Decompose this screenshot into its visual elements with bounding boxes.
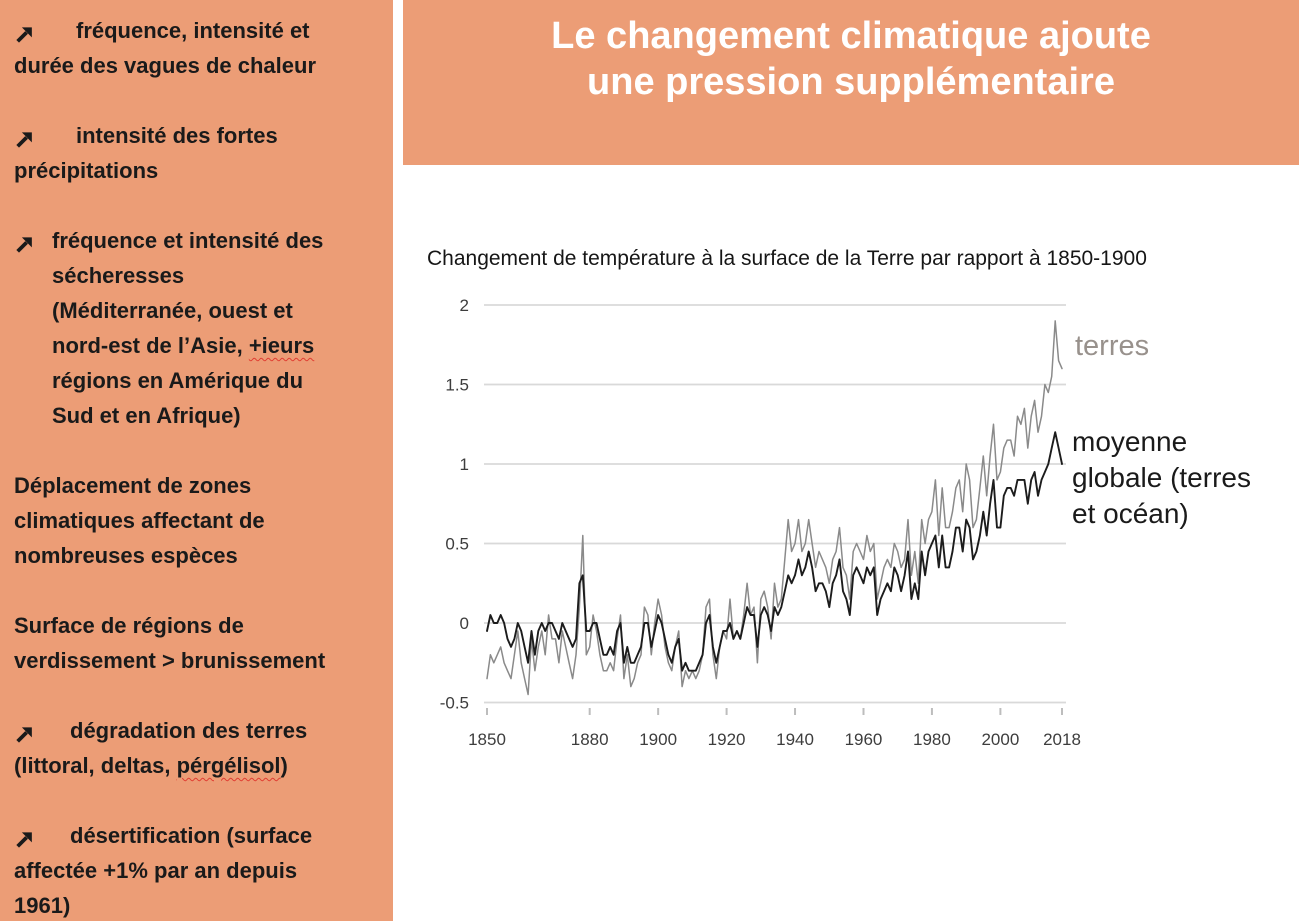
svg-text:2: 2 [459, 296, 469, 315]
svg-text:1: 1 [459, 455, 469, 474]
bullet-text: nombreuses espèces [14, 543, 238, 568]
svg-text:1850: 1850 [468, 730, 506, 749]
bullet-text: sécheresses [52, 263, 185, 288]
svg-text:0.5: 0.5 [445, 534, 469, 554]
bullet-text: durée des vagues de chaleur [14, 53, 317, 78]
sidebar-item-secheresses [14, 223, 387, 433]
bullet-line [14, 13, 387, 48]
legend-globale-line1: moyenne [1072, 426, 1188, 457]
bullet-line [14, 818, 387, 853]
sidebar-item-heatwaves [14, 13, 387, 83]
legend-globale-line2: globale (terres [1072, 462, 1251, 493]
sidebar-item-desertification [14, 818, 387, 921]
svg-text:1960: 1960 [844, 730, 883, 749]
bullet-line [14, 223, 387, 258]
bullet-line [14, 118, 387, 153]
bullet-line [14, 713, 387, 748]
bullet-text: 1961) [14, 893, 71, 918]
sidebar-item-degradation [14, 713, 387, 783]
legend-globale-line3: et océan) [1072, 498, 1189, 529]
misspelled-word: pérgélisol [176, 753, 281, 778]
sidebar-item-precipitations [14, 118, 387, 188]
up-right-arrow-icon [14, 230, 35, 251]
svg-text:1920: 1920 [707, 730, 746, 749]
misspelled-word: +ieurs [248, 333, 315, 358]
bullet-text: nord-est de l’Asie, [52, 333, 249, 358]
legend-globale-label [1072, 424, 1251, 532]
bullet-text: verdissement > brunissement [14, 648, 326, 673]
bullet-text: Surface de régions de [14, 613, 244, 638]
svg-text:1.5: 1.5 [445, 375, 469, 395]
bullet-text: ) [280, 753, 288, 778]
svg-text:-0.5: -0.5 [439, 693, 469, 713]
sidebar-item-verdissement [14, 608, 387, 678]
bullet-text: affectée +1% par an depuis [14, 858, 298, 883]
sidebar-item-zones-climatiques [14, 468, 387, 573]
bullet-text: régions en Amérique du [52, 368, 304, 393]
bullet-text: fréquence, intensité et [76, 18, 310, 43]
bullet-text: fréquence et intensité des [52, 228, 324, 253]
svg-text:0: 0 [459, 614, 469, 633]
bullet-text: Sud et en Afrique) [52, 403, 241, 428]
svg-text:2018: 2018 [1043, 730, 1081, 749]
bullet-text: climatiques affectant de [14, 508, 265, 533]
up-right-arrow-icon [14, 125, 35, 146]
content-panel [403, 0, 1299, 921]
slide-title-line2: une pression supplémentaire [587, 61, 1115, 103]
bullet-text: (littoral, deltas, [14, 753, 177, 778]
slide-title-line1: Le changement climatique ajoute [551, 15, 1151, 57]
svg-text:1980: 1980 [913, 730, 951, 749]
bullet-text: désertification (surface [70, 823, 313, 848]
sidebar [0, 0, 393, 921]
svg-text:2000: 2000 [981, 730, 1020, 749]
bullet-text: Déplacement de zones [14, 473, 252, 498]
legend-terres-label: terres [1075, 330, 1150, 362]
bullet-text: intensité des fortes [76, 123, 278, 148]
svg-text:1880: 1880 [570, 730, 609, 749]
svg-text:1940: 1940 [776, 730, 814, 749]
up-right-arrow-icon [14, 720, 35, 741]
svg-text:1900: 1900 [639, 730, 678, 749]
bullet-text: (Méditerranée, ouest et [52, 298, 293, 323]
bullet-text: précipitations [14, 158, 159, 183]
bullet-text: dégradation des terres [70, 718, 308, 743]
bullet-line [14, 748, 387, 783]
up-right-arrow-icon [14, 20, 35, 41]
up-right-arrow-icon [14, 825, 35, 846]
chart-title: Changement de température à la surface de la Terre par rapport à 1850-1900 [427, 247, 1147, 270]
bullet-line [14, 328, 387, 363]
